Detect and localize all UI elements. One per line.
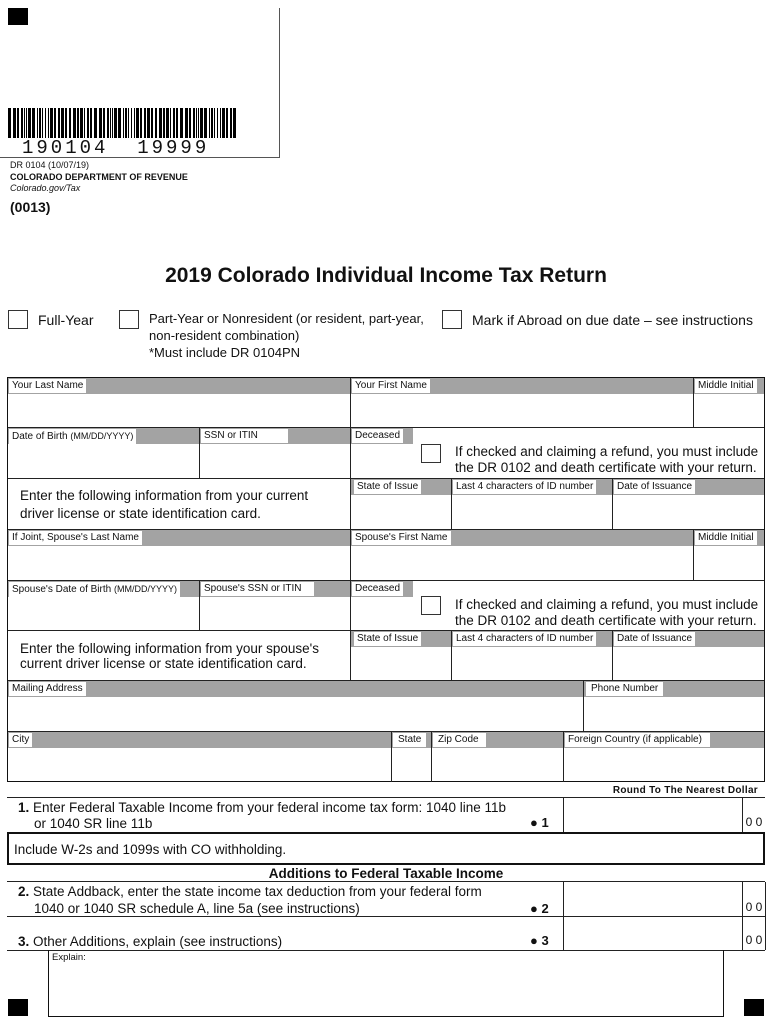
barcode-bar (131, 108, 132, 138)
part-year-label-2: non-resident combination) (149, 328, 300, 343)
barcode-bar (24, 108, 25, 138)
dob-input[interactable] (9, 446, 197, 476)
deceased-note-2: the DR 0102 and death certificate with your return. (455, 460, 757, 475)
spouse-middle-initial-label: Middle Initial (695, 531, 757, 545)
spouse-state-of-issue-label: State of Issue (354, 632, 421, 646)
line1-text-1-value: Enter Federal Taxable Income from your federal income tax form: 1040 line 11b (33, 800, 507, 815)
barcode-bar (112, 108, 113, 138)
spouse-deceased-checkbox[interactable] (421, 596, 441, 615)
barcode-bar (37, 108, 38, 138)
spouse-ssn-input[interactable] (201, 599, 349, 629)
line2-text-1-value: State Addback, enter the state income tax deduction from your federal form (33, 884, 482, 899)
barcode-bar (196, 108, 197, 138)
spouse-last4-label: Last 4 characters of ID number (453, 632, 596, 646)
city-input[interactable] (9, 750, 389, 780)
divider (199, 581, 200, 631)
zip-code-input[interactable] (433, 750, 561, 780)
line2-ref-number: 2 (541, 901, 549, 916)
barcode-bar (65, 108, 67, 138)
page-title: 2019 Colorado Individual Income Tax Return (165, 264, 607, 287)
barcode-bar (185, 108, 188, 138)
barcode-bar (54, 108, 56, 138)
barcode-number: 190104 19999 (22, 137, 210, 159)
barcode-bar (140, 108, 142, 138)
spouse-state-of-issue-input[interactable] (352, 649, 450, 678)
barcode-bar (214, 108, 215, 138)
barcode-bar (151, 108, 153, 138)
barcode-bar (50, 108, 53, 138)
divider (765, 882, 766, 950)
full-year-checkbox[interactable] (8, 310, 28, 329)
spouse-date-of-issuance-input[interactable] (614, 649, 763, 678)
barcode-bar (176, 108, 178, 138)
mailing-address-label: Mailing Address (9, 682, 86, 696)
divider (199, 428, 200, 478)
barcode-bar (123, 108, 124, 138)
divider (583, 681, 584, 731)
spouse-deceased-note-2: the DR 0102 and death certificate with your return. (455, 613, 757, 628)
additions-header: Additions to Federal Taxable Income (7, 865, 765, 882)
spouse-license-note-1: Enter the following information from your spouse's (20, 641, 319, 656)
barcode-bar (230, 108, 232, 138)
line3-ref: ● 3 (530, 933, 549, 948)
divider (563, 797, 564, 832)
spouse-first-name-label: Spouse's First Name (352, 531, 451, 545)
divider (451, 479, 452, 529)
dob-label (9, 429, 136, 444)
barcode-bar (189, 108, 191, 138)
barcode-bar (99, 108, 102, 138)
foreign-country-label: Foreign Country (if applicable) (565, 733, 710, 747)
barcode-bar (136, 108, 139, 138)
divider (8, 478, 351, 479)
spouse-deceased-label: Deceased (352, 582, 403, 596)
barcode-bar (87, 108, 89, 138)
line1-ref: ● 1 (530, 815, 549, 830)
spouse-dob-input[interactable] (9, 599, 197, 629)
barcode-bar (103, 108, 105, 138)
barcode-bar (200, 108, 203, 138)
barcode-bar (166, 108, 169, 138)
barcode-bar (17, 108, 19, 138)
line2-amount-input[interactable] (565, 885, 740, 915)
last-name-label: Your Last Name (9, 379, 86, 393)
barcode-bar (173, 108, 175, 138)
divider (391, 732, 392, 782)
line2-text-2: 1040 or 1040 SR schedule A, line 5a (see instructions) (34, 901, 360, 916)
barcode-bar (110, 108, 111, 138)
barcode-bar (28, 108, 31, 138)
barcode-bar (159, 108, 162, 138)
spouse-dob-label (9, 582, 180, 597)
line3-text-value: Other Additions, explain (see instructions) (33, 934, 283, 949)
department-name: COLORADO DEPARTMENT OF REVENUE (10, 172, 188, 182)
spouse-dob-label-text: Spouse's Date of Birth (12, 584, 112, 595)
barcode-bar (21, 108, 23, 138)
barcode-bar (209, 108, 210, 138)
state-label: State (393, 733, 426, 747)
barcode-bar (77, 108, 79, 138)
phone-number-input[interactable] (586, 699, 763, 729)
barcode-bar (222, 108, 225, 138)
spouse-date-of-issuance-label: Date of Issuance (614, 632, 695, 646)
line2-ref: ● 2 (530, 901, 549, 916)
divider (431, 732, 432, 782)
divider (350, 530, 351, 580)
line1-ref-number: 1 (541, 815, 549, 830)
state-of-issue-input[interactable] (352, 497, 450, 527)
registration-mark-bottom-left (8, 999, 28, 1016)
registration-mark-bottom-right (744, 999, 764, 1016)
line3-ref-number: 3 (541, 933, 549, 948)
explain-label: Explain: (52, 952, 86, 963)
zip-code-label: Zip Code (433, 733, 486, 747)
barcode-bar (125, 108, 127, 138)
barcode-bar (13, 108, 16, 138)
line1-cents: 0 0 (745, 815, 763, 829)
ssn-input[interactable] (201, 446, 349, 476)
last4-input[interactable] (453, 497, 611, 527)
spouse-last4-input[interactable] (453, 649, 611, 678)
barcode-bar (94, 108, 97, 138)
barcode-bar (217, 108, 218, 138)
barcode-bar (128, 108, 129, 138)
divider (350, 378, 351, 428)
barcode-bar (114, 108, 117, 138)
divider (612, 631, 613, 680)
divider (451, 631, 452, 680)
full-year-label: Full-Year (38, 312, 94, 328)
part-year-label-1: Part-Year or Nonresident (or resident, part-year, (149, 311, 424, 326)
barcode-bar (26, 108, 27, 138)
w2-note: Include W-2s and 1099s with CO withholding. (14, 842, 287, 857)
deceased-label: Deceased (352, 429, 403, 443)
barcode-bar (134, 108, 135, 138)
deceased-note-1: If checked and claiming a refund, you must include (455, 444, 759, 459)
barcode-bar (211, 108, 213, 138)
spouse-last-name-label: If Joint, Spouse's Last Name (9, 531, 142, 545)
barcode-bar (144, 108, 146, 138)
line1-text-2: or 1040 SR line 11b (34, 816, 153, 831)
barcode (8, 108, 238, 140)
form-code: (0013) (10, 199, 51, 215)
barcode-bar (180, 108, 183, 138)
line3-cents: 0 0 (745, 933, 763, 947)
spouse-ssn-label: Spouse's SSN or ITIN (201, 582, 314, 596)
barcode-bar (163, 108, 165, 138)
barcode-bar (170, 108, 171, 138)
round-note: Round To The Nearest Dollar (612, 785, 758, 796)
line1-number: 1. (18, 800, 30, 815)
barcode-bar (226, 108, 228, 138)
department-website: Colorado.gov/Tax (10, 183, 81, 193)
line1-text-1 (18, 800, 506, 816)
middle-initial-input[interactable] (695, 396, 763, 426)
line1-amount-input[interactable] (565, 800, 740, 830)
part-year-label-3: *Must include DR 0104PN (149, 345, 301, 360)
divider (693, 530, 694, 580)
barcode-bar (32, 108, 35, 138)
barcode-bar (45, 108, 46, 138)
divider (693, 378, 694, 428)
form-id: DR 0104 (10/07/19) (10, 160, 90, 170)
barcode-bar (118, 108, 121, 138)
barcode-bar (220, 108, 221, 138)
line3-number: 3. (18, 934, 30, 949)
barcode-bar (147, 108, 150, 138)
barcode-bar (193, 108, 195, 138)
barcode-bar (80, 108, 83, 138)
state-input[interactable] (393, 750, 429, 780)
divider (7, 916, 765, 917)
phone-number-label: Phone Number (586, 682, 663, 696)
ssn-label: SSN or ITIN (201, 429, 288, 443)
barcode-bar (69, 108, 71, 138)
dob-label-text: Date of Birth (12, 431, 68, 442)
barcode-bar (155, 108, 157, 138)
first-name-label: Your First Name (352, 379, 430, 393)
barcode-bar (48, 108, 49, 138)
barcode-bar (198, 108, 199, 138)
deceased-checkbox[interactable] (421, 444, 441, 463)
mailing-address-input[interactable] (9, 699, 581, 729)
barcode-bar (107, 108, 109, 138)
abroad-checkbox[interactable] (442, 310, 462, 329)
explain-box[interactable] (48, 950, 724, 1017)
line2-cents: 0 0 (745, 900, 763, 914)
license-note-2: driver license or state identification card. (20, 506, 261, 521)
last-name-input[interactable] (9, 396, 349, 426)
barcode-bar (61, 108, 64, 138)
divider (8, 630, 351, 631)
middle-initial-label: Middle Initial (695, 379, 757, 393)
line3-text (18, 934, 282, 950)
city-label: City (9, 733, 32, 747)
barcode-bar (233, 108, 236, 138)
last4-label: Last 4 characters of ID number (453, 480, 596, 494)
barcode-bar (42, 108, 43, 138)
barcode-bar (58, 108, 60, 138)
state-of-issue-label: State of Issue (354, 480, 421, 494)
abroad-label: Mark if Abroad on due date – see instructions (472, 312, 753, 328)
line2-text-1 (18, 884, 482, 900)
foreign-country-input[interactable] (565, 750, 763, 780)
barcode-bar (84, 108, 85, 138)
spouse-last-name-input[interactable] (9, 548, 349, 578)
date-of-issuance-input[interactable] (614, 497, 763, 527)
date-of-issuance-label: Date of Issuance (614, 480, 695, 494)
spouse-middle-initial-input[interactable] (695, 548, 763, 578)
spouse-deceased-note-1: If checked and claiming a refund, you must include (455, 597, 759, 612)
spouse-dob-format: (MM/DD/YYYY) (113, 584, 177, 594)
barcode-bar (73, 108, 76, 138)
barcode-bar (8, 108, 11, 138)
license-note-1: Enter the following information from your current (20, 488, 309, 503)
line3-amount-input[interactable] (565, 918, 740, 948)
part-year-checkbox[interactable] (119, 310, 139, 329)
barcode-bar (90, 108, 92, 138)
first-name-input[interactable] (352, 396, 692, 426)
barcode-bar (204, 108, 207, 138)
divider (563, 732, 564, 782)
dob-format: (MM/DD/YYYY) (70, 431, 134, 441)
spouse-first-name-input[interactable] (352, 548, 692, 578)
barcode-bar (39, 108, 41, 138)
spouse-license-note-2: current driver license or state identification card. (20, 656, 307, 671)
divider (612, 479, 613, 529)
line2-number: 2. (18, 884, 30, 899)
